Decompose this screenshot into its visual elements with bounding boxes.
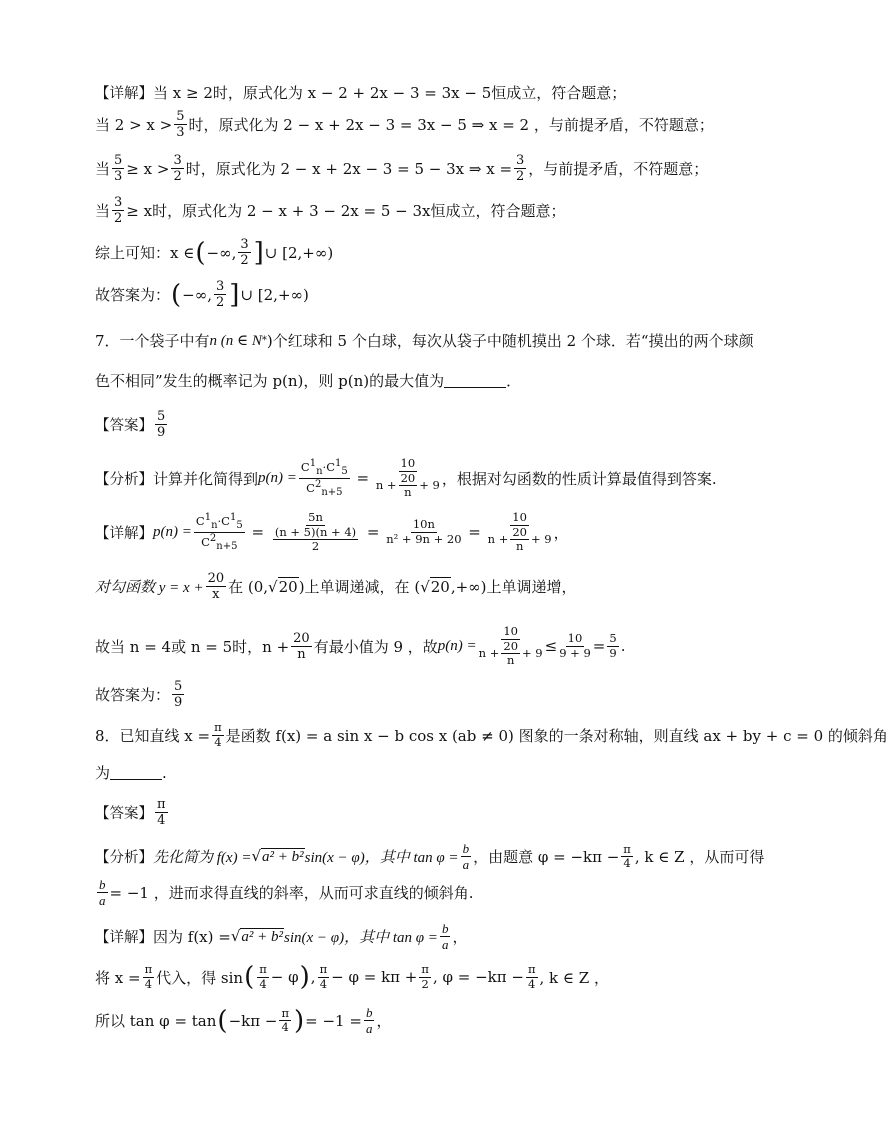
text: ,+∞)上单调递增，: [450, 578, 577, 596]
text: 是函数 f(x) = a sin x − b cos x (ab ≠ 0) 图象的一条对称轴，则直线 ax + by + c = 0 的倾斜角: [225, 726, 888, 745]
solution-line-4: [95, 196, 565, 225]
text: 故答案为：: [95, 286, 171, 304]
text: −∞,: [182, 285, 213, 304]
fraction: $\frac{b}{a}$: [462, 841, 470, 872]
answer-tag: 【答案】: [95, 418, 153, 434]
analysis-line-8: 【分析】 先化简为 f(x) = √a² + b² sin(x − φ)，其中 tan φ = $\frac{b}{a}$ ，由题意 φ = −kπ − $\frac{\pi}{4}$ , k ∈ Z ，从而可得: [95, 841, 765, 872]
text: 故答案为：: [95, 686, 171, 704]
answer-blank: [444, 373, 506, 388]
text: ∪ [2,+∞): [240, 285, 309, 304]
fraction: $\frac{C^1_n\cdot C^1_5}{C^2_{n+5}}$: [195, 511, 243, 552]
fraction: $\frac{b}{a}$: [365, 1005, 373, 1036]
fraction: $\frac{\pi}{4}$: [281, 1005, 289, 1034]
question-8-line-2: [95, 762, 167, 783]
fraction: $\frac{\pi}{4}$: [259, 962, 267, 991]
detail-line-8: 【详解】 因为 f(x) = √a² + b² sin(x − φ)，其中 tan φ = $\frac{b}{a}$ ，: [95, 921, 468, 952]
text: 时，原式化为 2 − x + 2x − 3 = 3x − 5 ⇒ x = 2 ，与前提矛盾，不符题意；: [188, 116, 714, 134]
fraction: $\frac{5}{9}$: [174, 679, 183, 710]
tan-line: 所以 tan φ = tan ( −kπ − $\frac{\pi}{4}$ ) = −1 = $\frac{b}{a}$ ，: [95, 1005, 392, 1036]
text: 当: [95, 160, 111, 178]
text: ．: [506, 372, 522, 390]
answer-blank: [110, 765, 162, 780]
fraction: $\frac{3}{2}$: [216, 279, 225, 310]
detail-line-7: 【详解】 p(n) = $\frac{C^1_n\cdot C^1_5}{C^2_{n+5}}$ = $\frac{5n}{\frac{(n + 5)(n + 4)}{2}}$ = $\frac{10n}{\text{n² + 9n + 20}}$ = 10 n + $\frac{20}{n}$ + 9 ，: [95, 510, 569, 553]
bracket: ]: [229, 279, 240, 310]
text: ，根据对勾函数的性质计算最值得到答案.: [441, 469, 717, 488]
paren: (: [195, 237, 206, 268]
text: 在 (0,: [228, 578, 269, 596]
text: 综上可知：x ∈: [95, 244, 195, 262]
text: ∪ [2,+∞): [264, 243, 334, 262]
question-7-line-1: 7．一个袋子中有 n (n ∈ N * )个红球和 5 个白球，每次从袋子中随机摸出 2 个球．若“摸出的两个球颜: [95, 332, 754, 350]
text: 有最小值为 9 ，故: [313, 637, 438, 656]
text: 故当 n = 4或 n = 5时，n +: [95, 637, 290, 656]
fraction: $\frac{3}{2}$: [114, 195, 123, 226]
analysis-tag: 【分析】: [95, 471, 153, 488]
fraction: 10 n + $\frac{20}{n}$ + 9: [487, 510, 552, 553]
text: 计算并化简得到: [153, 469, 259, 488]
fraction: $\frac{\pi}{4}$: [144, 962, 153, 991]
solution-line-6: [95, 280, 309, 309]
text: ，: [553, 523, 569, 542]
fraction: $\frac{5}{9}$: [157, 409, 166, 440]
fraction: $\frac{20}{n}$: [293, 630, 310, 662]
fraction: $\frac{5}{3}$: [114, 153, 123, 184]
answer-line-7: [95, 410, 169, 439]
text: 时，原式化为 2 − x + 2x − 3 = 5 − 3x ⇒ x =: [185, 160, 513, 178]
text: )个红球和 5 个白球，每次从袋子中随机摸出 2 个球．若“摸出的两个球颜: [266, 332, 754, 350]
fraction: 10 n + $\frac{20}{n}$ + 9: [478, 624, 543, 667]
text: .: [162, 763, 167, 782]
solution-line-5: [95, 238, 333, 267]
fraction: $\frac{\pi}{2}$: [421, 962, 429, 991]
fraction: $\frac{b}{a}$: [99, 877, 106, 908]
text: 当: [95, 202, 111, 220]
fraction: $\frac{5}{9}$: [609, 631, 617, 660]
substitute-line: 将 x = $\frac{\pi}{4}$ 代入，得 sin ( $\frac{\pi}{4}$ − φ ) , $\frac{\pi}{4}$ − φ = kπ + $\frac{\pi}{2}$ , φ = −kπ − $\frac{\pi}{4}$ , k ∈ Z ，: [95, 962, 609, 992]
detail-tag: 【详解】: [95, 525, 153, 542]
fraction: $\frac{3}{2}$: [516, 153, 525, 184]
detail-tag: 【详解】: [95, 930, 153, 946]
fraction: $\frac{\pi}{4}$: [623, 841, 631, 870]
text: ≥ x时，原式化为 2 − x + 3 − 2x = 5 − 3x恒成立，符合题意；: [126, 202, 566, 220]
minimum-line: 故当 n = 4或 n = 5时，n + $\frac{20}{n}$ 有最小值为 9 ，故 p(n) = 10 n + $\frac{20}{n}$ + 9 ≤ $\frac{10}{9 + 9}$ = $\frac{5}{9}$ .: [95, 624, 626, 667]
question-8-line-1: [95, 722, 888, 748]
math: p(n) =: [258, 469, 297, 486]
fraction: $\frac{10n}{\text{n² + 9n + 20}}$: [386, 517, 462, 546]
math: n (n ∈ N: [209, 333, 262, 349]
detail-tag: 【详解】: [95, 86, 153, 102]
fraction: $\frac{\pi}{4}$: [319, 962, 328, 991]
analysis-line-8b: $\frac{b}{a}$ = −1 ，进而求得直线的斜率，从而可求直线的倾斜角.: [99, 877, 474, 908]
text: 7．一个袋子中有: [95, 332, 210, 350]
fraction: $\frac{3}{2}$: [240, 237, 249, 268]
solution-line-1: [95, 82, 626, 103]
fraction: $\frac{5n}{\frac{(n + 5)(n + 4)}{2}}$: [274, 510, 357, 553]
fraction: $\frac{5}{3}$: [176, 109, 185, 140]
text: −∞,: [206, 243, 237, 262]
text: 为: [95, 764, 111, 782]
math: p(n) =: [153, 523, 192, 540]
analysis-tag: 【分析】: [95, 850, 153, 866]
fraction: $\frac{C^1_n\cdot C^1_5}{C^2_{n+5}}$: [300, 457, 348, 498]
paren: (: [171, 279, 182, 310]
fraction: $\frac{b}{a}$: [441, 921, 449, 952]
text: ，与前提矛盾，不符题意；: [528, 160, 709, 178]
text: 当 x ≥ 2时，原式化为 x − 2 + 2x − 3 = 3x − 5恒成立，符合题意；: [153, 84, 627, 102]
fraction: $\frac{3}{2}$: [173, 153, 182, 184]
text: )上单调递减，在 (: [298, 578, 421, 596]
text: 当 2 > x >: [95, 116, 173, 134]
fraction: $\frac{10}{9 + 9}$: [559, 631, 591, 660]
tick-function-line: 对勾函数 y = x + $\frac{20}{x}$ 在 (0, √20 )上单调递减，在 ( √20 ,+∞)上单调递增，: [95, 571, 577, 602]
bracket: ]: [253, 237, 264, 268]
fraction: 10 n + $\frac{20}{n}$ + 9: [375, 456, 440, 499]
answer-tag: 【答案】: [95, 806, 153, 822]
final-answer-7: [95, 680, 186, 709]
question-7-line-2: [95, 370, 521, 391]
analysis-line-7: 【分析】 计算并化简得到 p(n) = $\frac{C^1_n\cdot C^1_5}{C^2_{n+5}}$ = 10 n + $\frac{20}{n}$ + 9 ，根据对勾函数的性质计算最值得到答案.: [95, 456, 717, 499]
solution-line-2: [95, 110, 714, 139]
answer-line-8: [95, 798, 170, 827]
math: 对勾函数 y = x +: [95, 580, 204, 596]
text: 色不相同”发生的概率记为 p(n)，则 p(n)的最大值为: [95, 372, 445, 390]
fraction: $\frac{\pi}{4}$: [214, 720, 222, 749]
text: ≥ x >: [126, 159, 170, 178]
text: 8．已知直线 x =: [95, 726, 211, 745]
fraction: $\frac{\pi}{4}$: [527, 962, 536, 991]
fraction: $\frac{20}{x}$: [207, 571, 225, 602]
fraction: $\frac{\pi}{4}$: [157, 797, 166, 828]
solution-line-3: [95, 154, 708, 183]
